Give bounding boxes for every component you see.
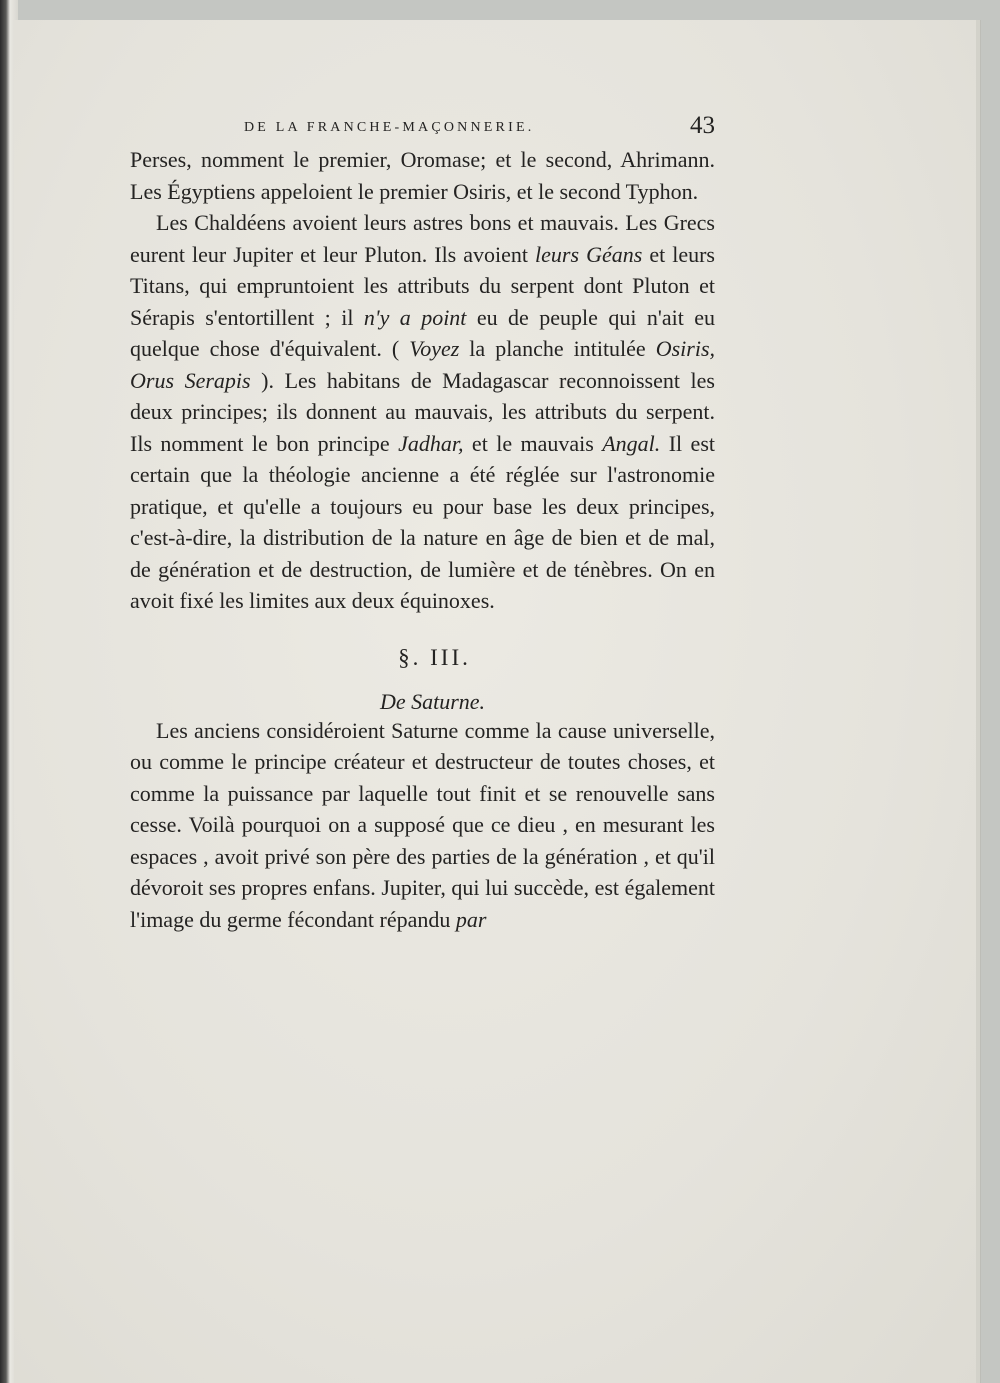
paragraph-2-text-2: et leurs Titans, qui empruntoient les attributs du serpent dont Pluton et Sérapis s'entortillent ; il [130, 241, 715, 330]
paragraph-1 [130, 144, 715, 207]
paragraph-3 [130, 715, 715, 936]
paragraph-2-text-4: la planche intitulée [459, 336, 656, 361]
paragraph-3-italic-1: par [455, 906, 487, 932]
paragraph-3-text-1: Les anciens considéroient Saturne comme la cause universelle, ou comme le principe créateur et destructeur de toutes choses, et comme la puissance par laquelle tout finit et se renouvelle sans cesse. Voilà pourquoi on a supposé que ce dieu , en mesurant les espaces , avoit privé son père des parties de la génération , et qu'il dévoroit ses propres enfans. Jupiter, qui lui succède, est également l'image du germe fécondant répandu [130, 717, 715, 932]
page-number: 43 [690, 112, 715, 139]
running-head [130, 110, 715, 144]
paragraph-2-text-7: Il est certain que la théologie ancienne a été réglée sur l'astronomie pratique, et qu'elle a toujours eu pour base les deux principes, c'est-à-dire, la distribution de la nature en âge de bien et de mal, de génération et de destruction, de lumière et de ténèbres. On en avoit fixé les limites aux deux équinoxes. [130, 430, 715, 613]
paragraph-2-italic-6: Angal. [602, 430, 661, 456]
paragraph-2-text-3: eu de peuple qui n'ait eu quelque chose d'équivalent. ( [130, 304, 716, 361]
paragraph-2-italic-1: leurs Géans [535, 241, 643, 267]
paragraph-2-italic-2: n'y a point [363, 304, 467, 330]
page-content [130, 110, 715, 935]
paragraph-2 [130, 207, 715, 617]
paragraph-2-italic-5: Jadhar, [398, 430, 464, 456]
page-edge [976, 20, 980, 1383]
paragraph-2-text-5: ). Les habitans de Madagascar reconnoissent les deux principes; ils donnent au mauvais, les attributs du serpent. Ils nomment le bon principe [130, 367, 715, 456]
paragraph-2-italic-3: Voyez [409, 336, 460, 361]
paragraph-1-text: Perses, nomment le premier, Oromase; et le second, Ahrimann. Les Égyptiens appeloient le premier Osiris, et le second Typhon. [130, 147, 715, 204]
section-number: §. III. [398, 644, 471, 670]
running-head-title: DE LA FRANCHE-MAÇONNERIE. [244, 120, 535, 135]
paragraph-2-text-1: Les Chaldéens avoient leurs astres bons et mauvais. Les Grecs eurent leur Jupiter et leur Pluton. Ils avoient [130, 210, 715, 267]
section-title: De Saturne. [379, 688, 486, 714]
paragraph-2-italic-4: Osiris, Orus Serapis [130, 336, 716, 393]
paragraph-2-text-6: et le mauvais [463, 430, 603, 456]
